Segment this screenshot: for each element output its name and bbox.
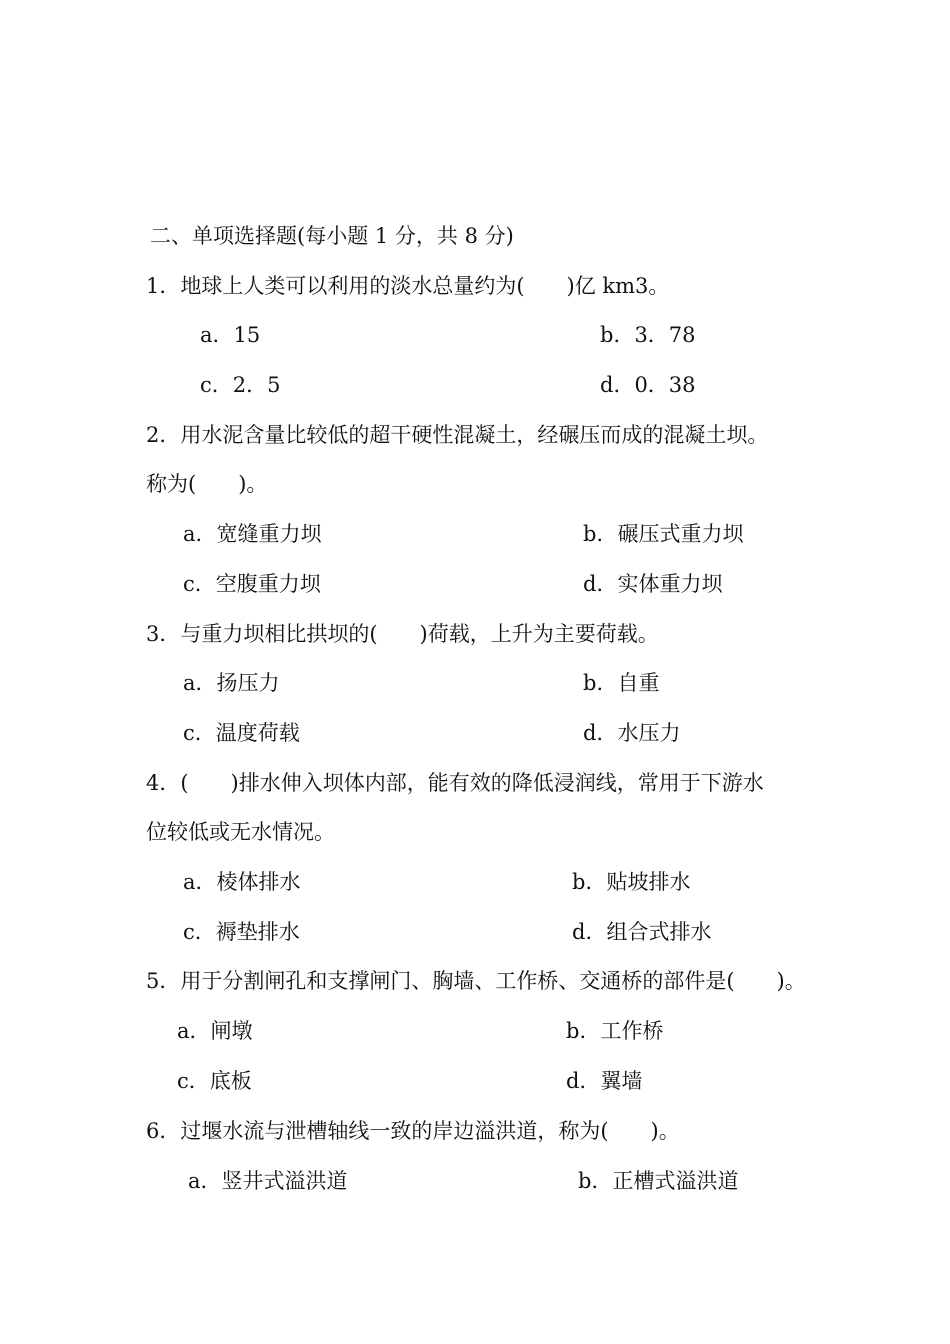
question-1-stem: 1．地球上人类可以利用的淡水总量约为( )亿 km3。 [146, 274, 670, 298]
question-4-option-a: a．棱体排水 [183, 870, 301, 894]
question-2-option-d: d．实体重力坝 [583, 572, 723, 596]
question-6-option-a: a．竖井式溢洪道 [188, 1169, 348, 1193]
question-4-stem-line-2: 位较低或无水情况。 [146, 820, 335, 844]
question-5-stem: 5．用于分割闸孔和支撑闸门、胸墙、工作桥、交通桥的部件是( )。 [146, 969, 806, 993]
question-1-option-d: d．0．38 [600, 373, 696, 397]
question-2-stem-line-1: 2．用水泥含量比较低的超干硬性混凝土，经碾压而成的混凝土坝。 [146, 423, 769, 447]
question-6-option-b: b．正槽式溢洪道 [578, 1169, 739, 1193]
question-2-option-b: b．碾压式重力坝 [583, 522, 744, 546]
question-1-option-a: a．15 [200, 323, 261, 347]
question-3-option-a: a．扬压力 [183, 671, 280, 695]
question-2-stem-line-2: 称为( )。 [146, 472, 268, 496]
question-5-option-a: a．闸墩 [177, 1019, 253, 1043]
question-4-option-c: c．褥垫排水 [183, 920, 300, 944]
question-3-option-b: b．自重 [583, 671, 660, 695]
section-title: 二、单项选择题(每小题 1 分，共 8 分) [150, 224, 514, 248]
question-4-stem-line-1: 4．( )排水伸入坝体内部，能有效的降低浸润线，常用于下游水 [146, 771, 764, 795]
question-5-option-c: c．底板 [177, 1069, 252, 1093]
question-3-option-c: c．温度荷载 [183, 721, 300, 745]
question-5-option-b: b．工作桥 [566, 1019, 664, 1043]
question-1-option-b: b．3．78 [600, 323, 696, 347]
question-2-option-c: c．空腹重力坝 [183, 572, 321, 596]
question-4-option-d: d．组合式排水 [572, 920, 712, 944]
question-6-stem: 6．过堰水流与泄槽轴线一致的岸边溢洪道，称为( )。 [146, 1119, 680, 1143]
question-1-option-c: c．2．5 [200, 373, 281, 397]
question-4-option-b: b．贴坡排水 [572, 870, 691, 894]
question-5-option-d: d．翼墙 [566, 1069, 643, 1093]
question-2-option-a: a．宽缝重力坝 [183, 522, 322, 546]
question-3-stem: 3．与重力坝相比拱坝的( )荷载，上升为主要荷载。 [146, 622, 659, 646]
question-3-option-d: d．水压力 [583, 721, 681, 745]
